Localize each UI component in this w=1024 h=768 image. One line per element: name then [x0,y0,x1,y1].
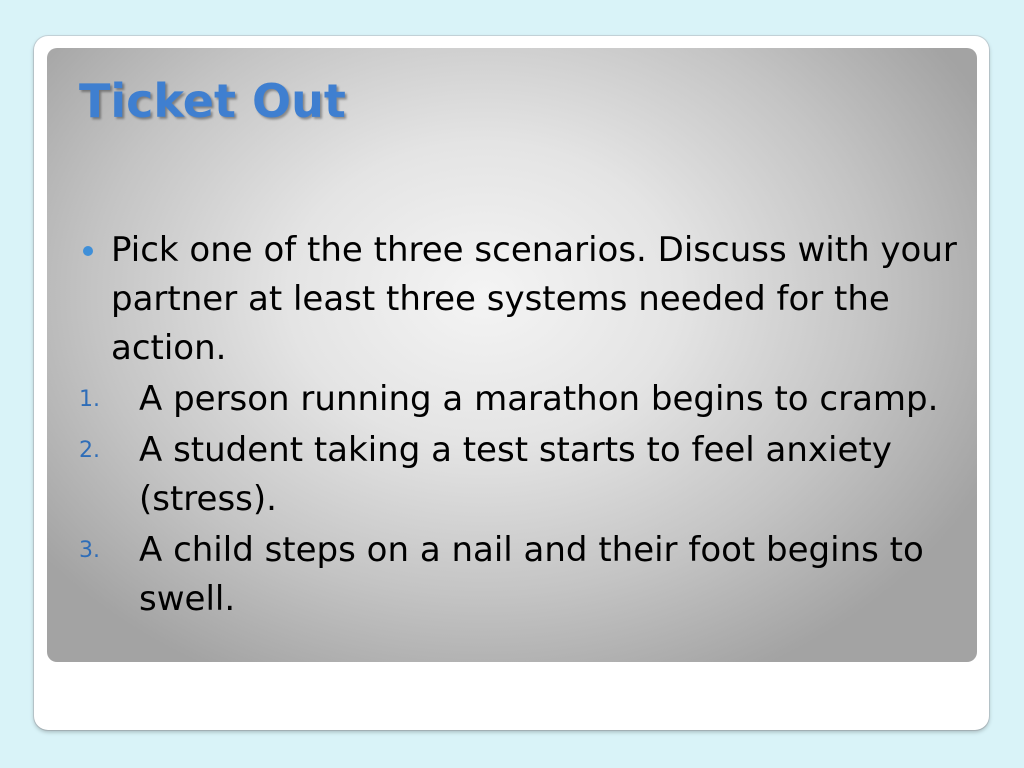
bullet-item [79,226,959,373]
scenario-number: 3. [79,538,100,563]
scenario-number: 1. [79,387,100,412]
slide-body [79,226,959,624]
bullet-dot-icon [83,246,93,256]
slide-title: Ticket Out [79,74,346,128]
scenario-number: 2. [79,438,100,463]
scenario-text: A student taking a test starts to feel anxiety (stress). [139,430,892,519]
scenario-text: A person running a marathon begins to cramp. [139,379,939,419]
scenario-item-3 [79,526,959,624]
scenario-item-2 [79,426,959,524]
bullet-text: Pick one of the three scenarios. Discuss with your partner at least three systems needed for the action. [111,230,957,368]
scenario-item-1 [79,375,959,424]
slide-content-panel [47,48,977,662]
scenario-text: A child steps on a nail and their foot begins to swell. [139,530,924,619]
